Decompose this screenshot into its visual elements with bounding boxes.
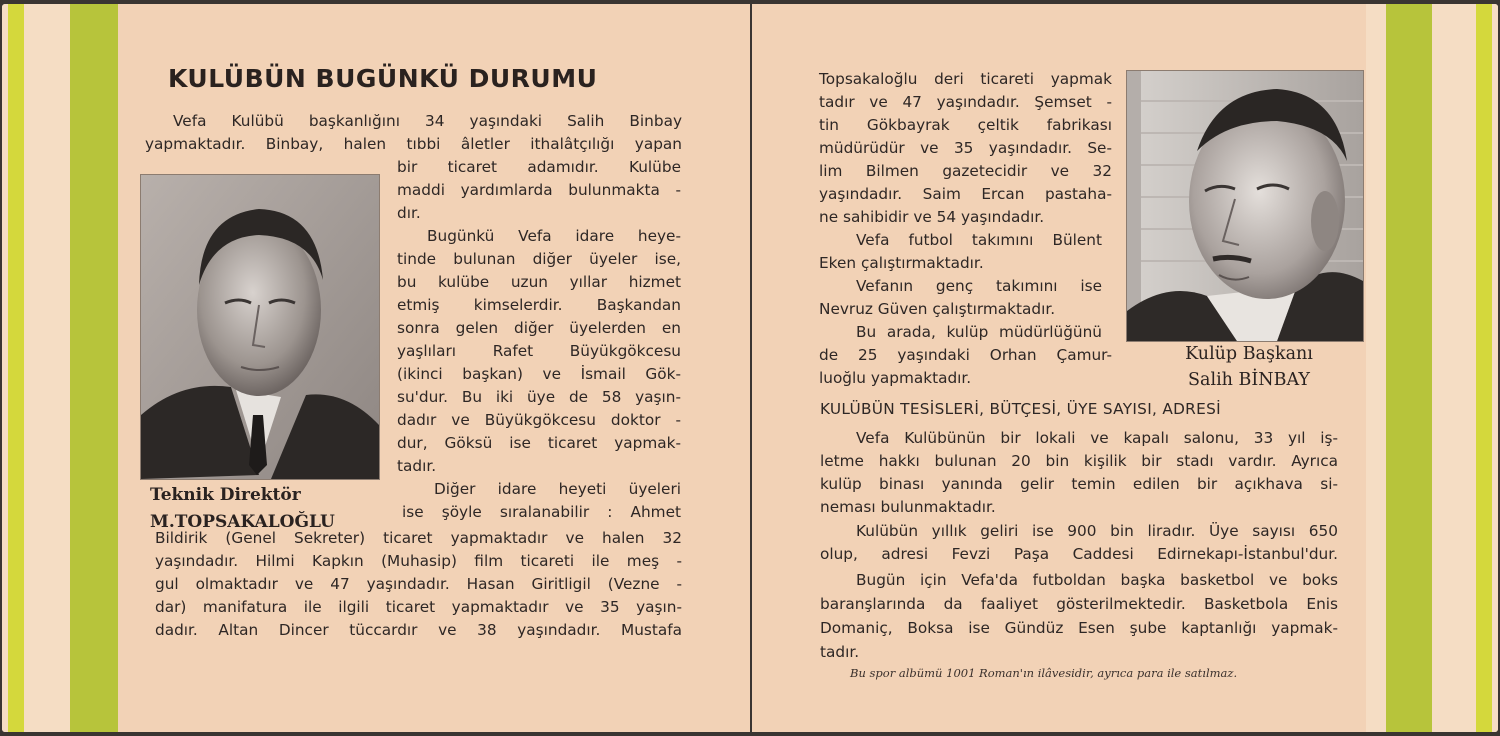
page-title: KULÜBÜN BUGÜNKÜ DURUMU: [168, 64, 598, 93]
column-line: de 25 yaşındaki Orhan Çamur-: [819, 346, 1112, 364]
portrait-image: [141, 175, 379, 479]
column-line: sonra gelen diğer üyelerden en: [397, 319, 681, 337]
column-line: bu kulübe uzun yıllar hizmet: [397, 273, 681, 291]
body-line: gul olmaktadır ve 47 yaşındadır. Hasan Giritligil (Vezne -: [155, 575, 682, 593]
column-line: ne sahibidir ve 54 yaşındadır.: [819, 208, 1045, 226]
lime-stripe: [1476, 4, 1492, 732]
body-line: yaşındadır. Hilmi Kapkın (Muhasip) film ticareti ile meş -: [155, 552, 682, 570]
column-line: müdürüdür ve 35 yaşındadır. Se-: [819, 139, 1112, 157]
body-line: neması bulunmaktadır.: [820, 498, 996, 516]
body-line: tadır.: [820, 643, 860, 661]
body-line: letme hakkı bulunan 20 bin kişilik bir stadı vardır. Ayrıca: [820, 452, 1338, 470]
column-line: tin Gökbayrak çeltik fabrikası: [819, 116, 1112, 134]
column-line: Diğer idare heyeti üyeleri: [434, 480, 681, 498]
portrait-photo-technical-director: [140, 174, 380, 480]
intro-line: yapmaktadır. Binbay, halen tıbbi âletler ithalâtçılığı yapan: [145, 135, 682, 153]
body-line: Vefa Kulübünün bir lokali ve kapalı salonu, 33 yıl iş-: [856, 429, 1338, 447]
column-line: tadır ve 47 yaşındadır. Şemset -: [819, 93, 1112, 111]
column-line: bir ticaret adamıdır. Kulübe: [397, 158, 681, 176]
body-line: Domaniç, Boksa ise Gündüz Esen şube kaptanlığı yapmak-: [820, 619, 1338, 637]
column-line: (ikinci başkan) ve İsmail Gök-: [397, 365, 681, 383]
edge-stripe: [1492, 4, 1498, 732]
column-line: dır.: [397, 204, 421, 222]
column-line: Bu arada, kulüp müdürlüğünü: [856, 323, 1102, 341]
right-page: [752, 4, 1498, 732]
cream-stripe: [1432, 4, 1476, 732]
column-line: lim Bilmen gazetecidir ve 32: [819, 162, 1112, 180]
column-line: Nevruz Güven çalıştırmaktadır.: [819, 300, 1056, 318]
left-page: [2, 4, 750, 732]
intro-line: Vefa Kulübü başkanlığını 34 yaşındaki Salih Binbay: [173, 112, 682, 130]
body-line: Kulübün yıllık geliri ise 900 bin liradır. Üye sayısı 650: [856, 522, 1338, 540]
body-line: olup, adresi Fevzi Paşa Caddesi Edirnekapı-İstanbul'dur.: [820, 545, 1338, 563]
cream-stripe: [1366, 4, 1386, 732]
column-line: su'dur. Bu iki üye de 58 yaşın-: [397, 388, 681, 406]
body-line: dadır. Altan Dincer tüccardır ve 38 yaşındadır. Mustafa: [155, 621, 682, 639]
footnote: Bu spor albümü 1001 Roman'ın ilâvesidir, ayrıca para ile satılmaz.: [850, 666, 1238, 680]
cream-stripe: [24, 4, 70, 732]
column-line: luoğlu yapmaktadır.: [819, 369, 972, 387]
column-line: dadır ve Büyükgökcesu doktor -: [397, 411, 681, 429]
column-line: yaşındadır. Saim Ercan pastaha-: [819, 185, 1112, 203]
column-line: ise şöyle sıralanabilir : Ahmet: [402, 503, 681, 521]
photo-caption-name: M.TOPSAKALOĞLU: [150, 512, 335, 532]
column-line: maddi yardımlarda bulunmakta -: [397, 181, 681, 199]
photo-caption-role: Teknik Direktör: [150, 485, 301, 505]
body-line: baranşlarında da faaliyet gösterilmektedir. Basketbola Enis: [820, 595, 1338, 613]
column-line: yaşlıları Rafet Büyükgökcesu: [397, 342, 681, 360]
photo-caption-role: Kulüp Başkanı: [1185, 344, 1313, 364]
body-line: kulüp binası yanında gelir temin edilen bir açıkhava si-: [820, 475, 1338, 493]
body-line: Bildirik (Genel Sekreter) ticaret yapmaktadır ve halen 32: [155, 529, 682, 547]
body-line: Bugün için Vefa'da futboldan başka basketbol ve boks: [856, 571, 1338, 589]
column-line: Eken çalıştırmaktadır.: [819, 254, 984, 272]
column-line: Vefa futbol takımını Bülent: [856, 231, 1102, 249]
body-line: dar) manifatura ile ilgili ticaret yapmaktadır ve 35 yaşın-: [155, 598, 682, 616]
lime-stripe: [8, 4, 24, 732]
column-line: Topsakaloğlu deri ticareti yapmak: [819, 70, 1112, 88]
column-line: dur, Göksü ise ticaret yapmak-: [397, 434, 681, 452]
column-line: etmiş kimselerdir. Başkandan: [397, 296, 681, 314]
column-line: Bugünkü Vefa idare heye-: [427, 227, 681, 245]
green-stripe: [70, 4, 118, 732]
green-stripe: [1386, 4, 1432, 732]
photo-caption-name: Salih BİNBAY: [1188, 370, 1310, 390]
column-line: tinde bulunan diğer üyeler ise,: [397, 250, 681, 268]
column-line: tadır.: [397, 457, 437, 475]
column-line: Vefanın genç takımını ise: [856, 277, 1102, 295]
section-heading: KULÜBÜN TESİSLERİ, BÜTÇESİ, ÜYE SAYISI, ADRESİ: [820, 400, 1221, 418]
portrait-image: [1127, 71, 1363, 341]
portrait-photo-club-president: [1126, 70, 1364, 342]
